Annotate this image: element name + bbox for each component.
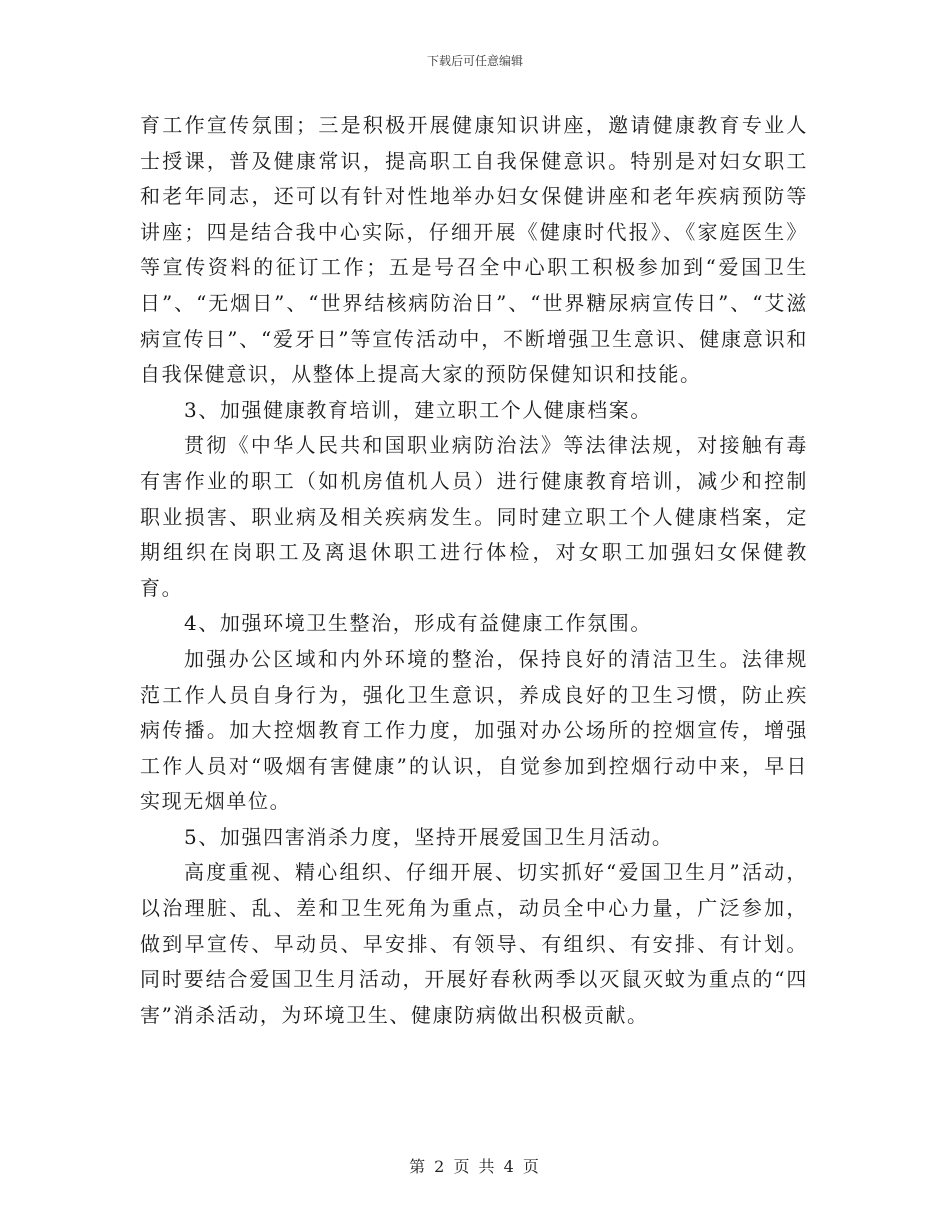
section-heading-3: 3、加强健康教育培训，建立职工个人健康档案。 xyxy=(184,397,652,422)
paragraph-section-5: 高度重视、精心组织、仔细开展、切实抓好“爱国卫生月”活动，以治理脏、乱、差和卫生死角为重点，动员全中心力量，广泛参加，做到早宣传、早动员、早安排、有领导、有组织、有安排、有计划。同时要结合爱国卫生月活动，开展好春秋两季以灭鼠灭蚊为重点的“四害”消杀活动，为环境卫生、健康防病做出积极贡献。 xyxy=(140,860,808,1027)
paragraph-section-3: 贯彻《中华人民共和国职业病防治法》等法律法规，对接触有毒有害作业的职工（如机房值机人员）进行健康教育培训，减少和控制职业损害、职业病及相关疾病发生。同时建立职工个人健康档案，定期组织在岗职工及离退休职工进行体检，对女职工加强妇女保健教育。 xyxy=(140,433,808,600)
page-number: 第 2 页 共 4 页 xyxy=(409,1157,541,1176)
section-heading-5: 5、加强四害消杀力度，坚持开展爱国卫生月活动。 xyxy=(184,824,674,849)
document-body xyxy=(140,108,808,1033)
section-heading-4: 4、加强环境卫生整治，形成有益健康工作氛围。 xyxy=(184,611,652,636)
paragraph-continuation: 育工作宣传氛围；三是积极开展健康知识讲座，邀请健康教育专业人士授课，普及健康常识，提高职工自我保健意识。特别是对妇女职工和老年同志，还可以有针对性地举办妇女保健讲座和老年疾病预防等讲座；四是结合我中心实际，仔细开展《健康时代报》、《家庭医生》等宣传资料的征订工作；五是号召全中心职工积极参加到“爱国卫生日”、“无烟日”、“世界结核病防治日”、“世界糖尿病宣传日”、“艾滋病宣传日”、“爱牙日”等宣传活动中，不断增强卫生意识、健康意识和自我保健意识，从整体上提高大家的预防保健知识和技能。 xyxy=(140,113,808,387)
page-header: 下载后可任意编辑 xyxy=(426,54,523,68)
paragraph-section-4: 加强办公区域和内外环境的整治，保持良好的清洁卫生。法律规范工作人员自身行为，强化卫生意识，养成良好的卫生习惯，防止疾病传播。加大控烟教育工作力度，加强对办公场所的控烟宣传，增强工作人员对“吸烟有害健康”的认识，自觉参加到控烟行动中来，早日实现无烟单位。 xyxy=(140,646,808,814)
